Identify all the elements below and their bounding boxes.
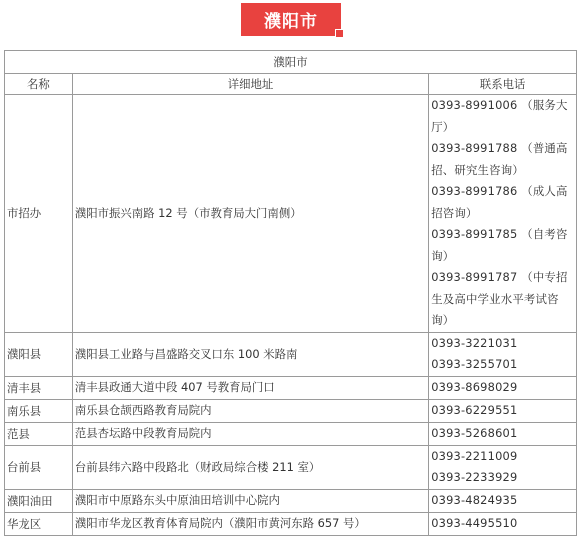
table-row [5, 422, 577, 445]
office-phones [429, 512, 577, 535]
header-name: 名称 [5, 74, 73, 95]
phone-number: 0393-3221031 [431, 335, 518, 350]
office-phones [429, 376, 577, 399]
table-title-row [5, 51, 577, 74]
phone-number: 0393-4824935 [431, 492, 518, 507]
office-phones [429, 399, 577, 422]
office-name: 市招办 [5, 95, 73, 333]
banner-label: 濮阳市 [264, 12, 318, 32]
phone-number: 0393-3255701 [431, 357, 518, 371]
phone-number: 0393-2211009 [431, 448, 518, 463]
office-phones [429, 445, 577, 489]
office-name: 濮阳油田 [5, 489, 73, 512]
table-row [5, 489, 577, 512]
table-title: 濮阳市 [5, 51, 577, 74]
office-name: 华龙区 [5, 512, 73, 535]
office-name: 台前县 [5, 445, 73, 489]
table-row [5, 445, 577, 489]
table-row [5, 512, 577, 535]
phone-number: 0393-8991787 （中专招生及高中学业水平考试咨询） [431, 270, 568, 327]
office-name: 清丰县 [5, 376, 73, 399]
phone-number: 0393-8991786 （成人高招咨询） [431, 184, 568, 220]
office-name: 濮阳县 [5, 332, 73, 376]
phone-number: 0393-4495510 [431, 515, 518, 530]
table-header-row [5, 74, 577, 95]
table-row [5, 399, 577, 422]
office-address: 濮阳市振兴南路 12 号（市教育局大门南侧） [72, 95, 428, 333]
header-address: 详细地址 [72, 74, 428, 95]
banner-corner-decoration [335, 29, 344, 38]
office-address: 范县杏坛路中段教育局院内 [72, 422, 428, 445]
office-name: 南乐县 [5, 399, 73, 422]
table-row [5, 332, 577, 376]
phone-number: 0393-8991785 （自考咨询） [431, 227, 568, 263]
phone-number: 0393-8991006 （服务大厅） [431, 98, 568, 134]
city-banner [241, 3, 341, 36]
office-address: 南乐县仓颉西路教育局院内 [72, 399, 428, 422]
phone-number: 0393-8991788 （普通高招、研究生咨询） [431, 141, 568, 177]
phone-number: 0393-6229551 [431, 402, 518, 417]
office-phones [429, 489, 577, 512]
phone-number: 0393-8698029 [431, 379, 518, 394]
contact-table [4, 50, 577, 536]
header-phone: 联系电话 [429, 74, 577, 95]
office-address: 台前县纬六路中段路北（财政局综合楼 211 室） [72, 445, 428, 489]
office-address: 濮阳市华龙区教育体育局院内（濮阳市黄河东路 657 号） [72, 512, 428, 535]
office-phones [429, 422, 577, 445]
phone-number: 0393-2233929 [431, 470, 518, 484]
office-phones [429, 332, 577, 376]
phone-number: 0393-5268601 [431, 425, 518, 440]
office-address: 清丰县政通大道中段 407 号教育局门口 [72, 376, 428, 399]
office-address: 濮阳县工业路与昌盛路交叉口东 100 米路南 [72, 332, 428, 376]
office-phones [429, 95, 577, 333]
table-row [5, 95, 577, 333]
office-address: 濮阳市中原路东头中原油田培训中心院内 [72, 489, 428, 512]
table-row [5, 376, 577, 399]
office-name: 范县 [5, 422, 73, 445]
